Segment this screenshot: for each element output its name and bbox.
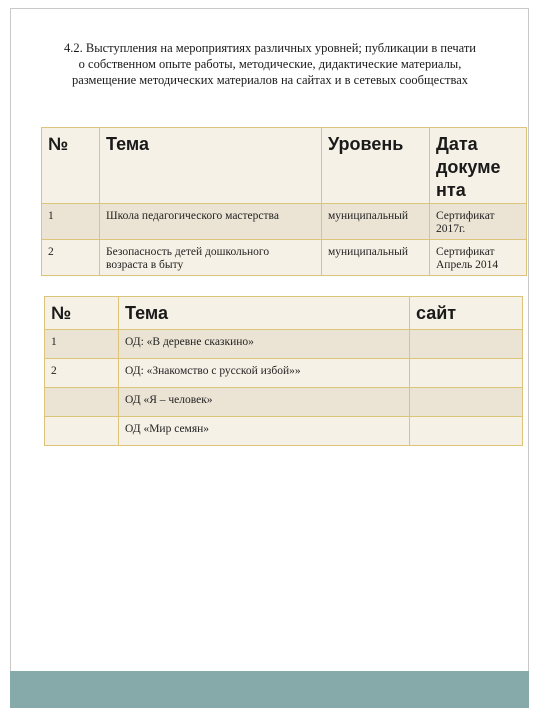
table-row (42, 240, 527, 276)
table-row (45, 417, 523, 446)
table-header-row (45, 297, 523, 330)
header-topic: Тема (100, 128, 322, 204)
publications-table (41, 127, 527, 276)
cell-number: 2 (42, 240, 100, 276)
cell-topic: Школа педагогического мастерства (100, 204, 322, 240)
cell-topic: ОД «Мир семян» (119, 417, 410, 446)
cell-level: муниципальный (322, 240, 430, 276)
header-site: сайт (410, 297, 523, 330)
header-level: Уровень (322, 128, 430, 204)
cell-date-line-1: Сертификат (436, 246, 495, 258)
header-date (430, 128, 527, 204)
table-row (45, 388, 523, 417)
cell-topic-line-2: возраста в быту (106, 259, 184, 271)
heading-line-3: размещение методических материалов на сайтах и в сетевых сообществах (72, 73, 468, 87)
sites-table (44, 296, 523, 446)
cell-site (410, 330, 523, 359)
section-heading (20, 40, 520, 88)
cell-level: муниципальный (322, 204, 430, 240)
footer-band (10, 671, 529, 708)
cell-date (430, 240, 527, 276)
cell-number (45, 417, 119, 446)
cell-topic: ОД: «В деревне сказкино» (119, 330, 410, 359)
cell-topic (100, 240, 322, 276)
table-header-row (42, 128, 527, 204)
table-row (42, 204, 527, 240)
header-date-line-3: нта (436, 180, 466, 200)
cell-site (410, 417, 523, 446)
cell-date-line-2: 2017г. (436, 223, 466, 235)
cell-date (430, 204, 527, 240)
table-row (45, 359, 523, 388)
table-row (45, 330, 523, 359)
cell-site (410, 388, 523, 417)
cell-date-line-1: Сертификат (436, 210, 495, 222)
header-date-line-2: докуме (436, 157, 501, 177)
cell-number (45, 388, 119, 417)
header-date-line-1: Дата (436, 134, 478, 154)
cell-number: 1 (42, 204, 100, 240)
cell-number: 2 (45, 359, 119, 388)
cell-topic: ОД «Я – человек» (119, 388, 410, 417)
cell-topic-line-1: Безопасность детей дошкольного (106, 246, 270, 258)
header-number: № (45, 297, 119, 330)
heading-line-1: 4.2. Выступления на мероприятиях различных уровней; публикации в печати (64, 41, 476, 55)
cell-number: 1 (45, 330, 119, 359)
cell-topic: ОД: «Знакомство с русской избой»» (119, 359, 410, 388)
header-number: № (42, 128, 100, 204)
cell-date-line-2: Апрель 2014 (436, 259, 499, 271)
heading-line-2: о собственном опыте работы, методические, дидактические материалы, (78, 57, 462, 71)
cell-site (410, 359, 523, 388)
header-topic: Тема (119, 297, 410, 330)
